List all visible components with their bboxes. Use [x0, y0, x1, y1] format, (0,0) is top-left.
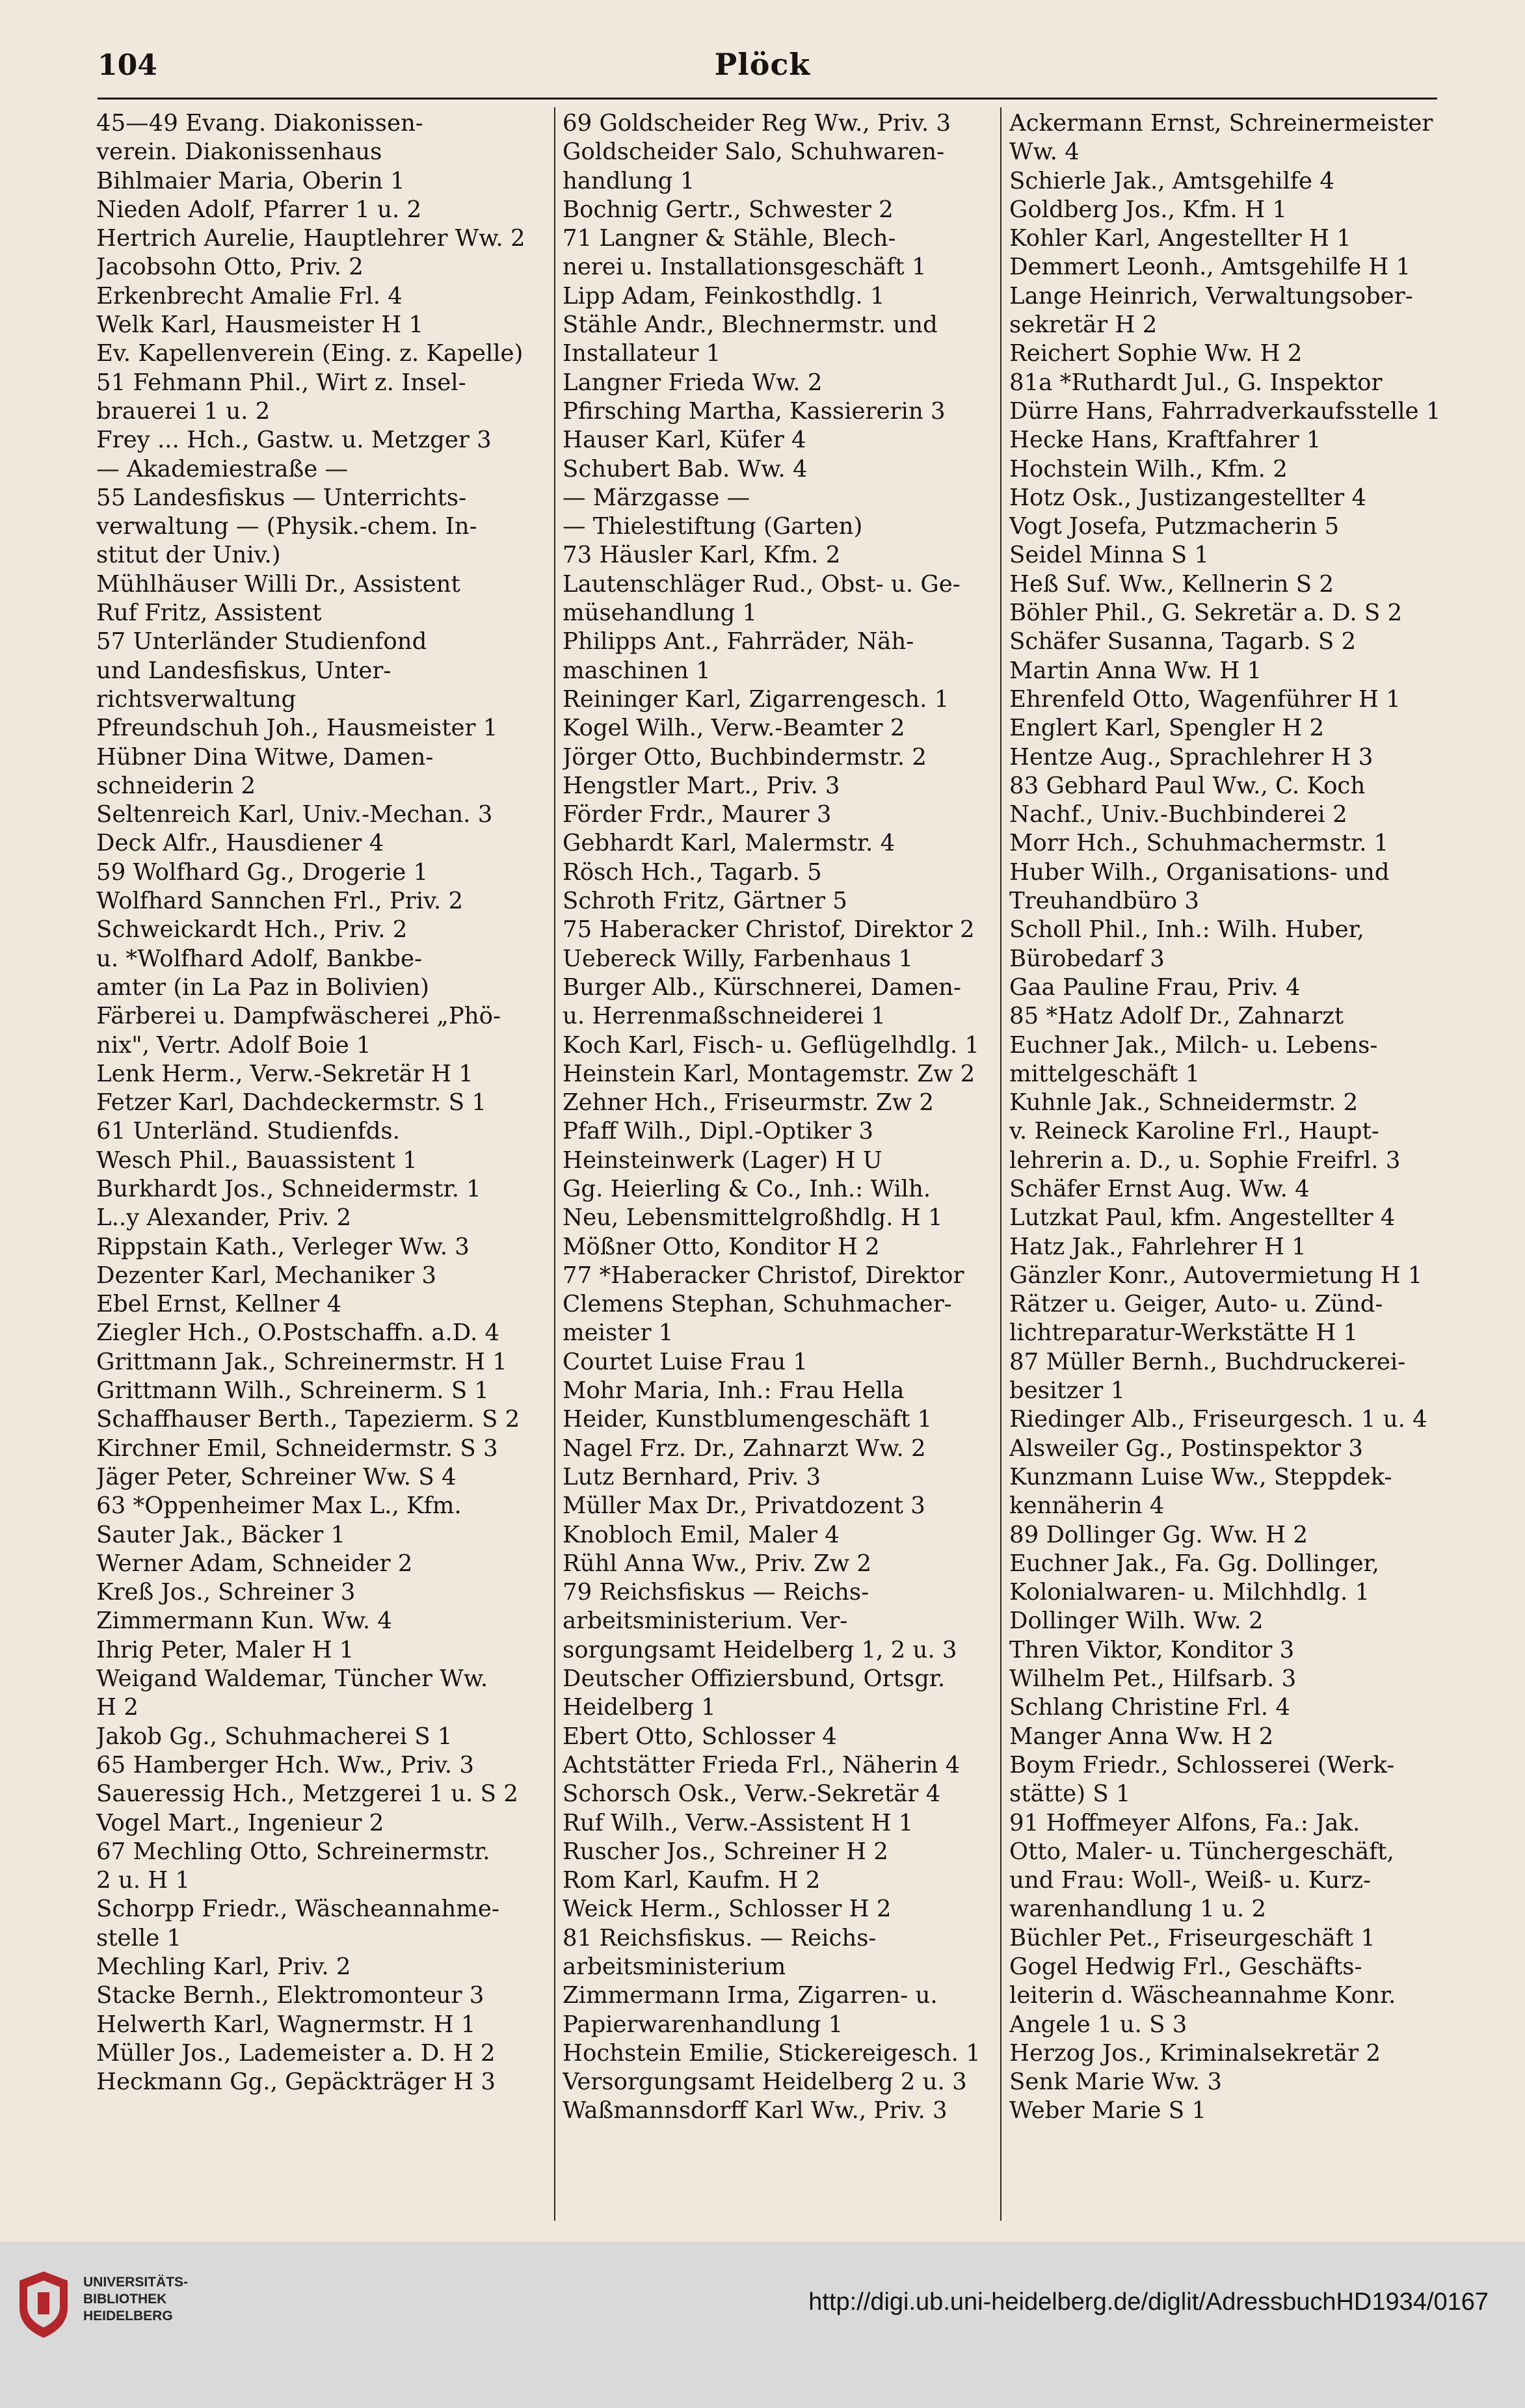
directory-entry-line: 75 Haberacker Christof, Direktor 2 — [563, 916, 975, 944]
directory-entry-line: Ebert Otto, Schlosser 4 — [563, 1723, 837, 1750]
directory-entry-line: schneiderin 2 — [96, 772, 256, 799]
directory-entry-line: H 2 — [96, 1694, 139, 1721]
directory-entry-line: Nagel Frz. Dr., Zahnarzt Ww. 2 — [563, 1435, 926, 1462]
directory-entry-line: Zimmermann Irma, Zigarren- u. — [563, 1982, 938, 2009]
directory-entry-line: 85 *Hatz Adolf Dr., Zahnarzt — [1009, 1003, 1344, 1030]
directory-entry-line: Herzog Jos., Kriminalsekretär 2 — [1009, 2039, 1381, 2067]
directory-entry-line: Wolfhard Sannchen Frl., Priv. 2 — [96, 888, 464, 915]
library-name-line: UNIVERSITÄTS- — [83, 2275, 189, 2290]
directory-entry-line: Ruscher Jos., Schreiner H 2 — [563, 1838, 888, 1865]
directory-entry-line: — Märzgasse — — [563, 484, 750, 511]
directory-entry-line: Scholl Phil., Inh.: Wilh. Huber, — [1009, 916, 1364, 944]
directory-entry-line: Heider, Kunstblumengeschäft 1 — [563, 1406, 933, 1433]
directory-entry-line: Schierle Jak., Amtsgehilfe 4 — [1009, 167, 1334, 194]
directory-entry-line: Boym Friedr., Schlosserei (Werk- — [1009, 1751, 1395, 1779]
directory-entry-line: stitut der Univ.) — [96, 542, 281, 569]
directory-entry-line: 71 Langner & Stähle, Blech- — [563, 225, 896, 252]
directory-entry-line: Nachf., Univ.-Buchbinderei 2 — [1009, 801, 1347, 828]
directory-entry-line: stätte) S 1 — [1009, 1780, 1131, 1808]
directory-entry-line: 81 Reichsfiskus. — Reichs- — [563, 1924, 877, 1952]
directory-entry-line: Jakob Gg., Schuhmacherei S 1 — [96, 1723, 453, 1750]
directory-entry-line: Waßmannsdorff Karl Ww., Priv. 3 — [563, 2097, 948, 2124]
directory-entry-line: Ehrenfeld Otto, Wagenführer H 1 — [1009, 685, 1401, 713]
directory-entry-line: Hauser Karl, Küfer 4 — [563, 427, 806, 454]
directory-entry-line: 51 Fehmann Phil., Wirt z. Insel- — [96, 369, 466, 396]
directory-entry-line: Weigand Waldemar, Tüncher Ww. — [96, 1665, 488, 1693]
directory-entry-line: Zehner Hch., Friseurmstr. Zw 2 — [563, 1089, 934, 1117]
directory-entry-line: Goldscheider Salo, Schuhwaren- — [563, 139, 945, 166]
directory-entry-line: L..y Alexander, Priv. 2 — [96, 1204, 352, 1232]
directory-entry-line: — Thielestiftung (Garten) — [563, 513, 863, 540]
page-number: 104 — [98, 49, 157, 82]
directory-entry-line: verwaltung — (Physik.-chem. In- — [96, 513, 477, 540]
directory-entry-line: handlung 1 — [563, 167, 695, 194]
directory-entry-line: Schorsch Osk., Verw.-Sekretär 4 — [563, 1780, 941, 1808]
directory-entry-line: Langner Frieda Ww. 2 — [563, 369, 823, 396]
directory-entry-line: Demmert Leonh., Amtsgehilfe H 1 — [1009, 254, 1411, 281]
directory-entry-line: 83 Gebhard Paul Ww., C. Koch — [1009, 772, 1366, 799]
directory-entry-line: 89 Dollinger Gg. Ww. H 2 — [1009, 1521, 1308, 1548]
directory-entry-line: 61 Unterländ. Studienfds. — [96, 1118, 400, 1145]
directory-entry-line: Lenk Herm., Verw.-Sekretär H 1 — [96, 1060, 473, 1087]
directory-entry-line: müsehandlung 1 — [563, 600, 758, 627]
directory-entry-line: 87 Müller Bernh., Buchdruckerei- — [1009, 1348, 1406, 1375]
directory-entry-line: v. Reineck Karoline Frl., Haupt- — [1009, 1118, 1379, 1145]
directory-entry-line: nerei u. Installationsgeschäft 1 — [563, 254, 927, 281]
directory-entry-line: Fetzer Karl, Dachdeckermstr. S 1 — [96, 1089, 486, 1117]
column-2 — [563, 109, 1005, 2216]
directory-entry-line: Helwerth Karl, Wagnermstr. H 1 — [96, 2011, 476, 2038]
directory-entry-line: Dezenter Karl, Mechaniker 3 — [96, 1262, 437, 1289]
directory-entry-line: Frey ... Hch., Gastw. u. Metzger 3 — [96, 427, 492, 454]
directory-entry-line: nix", Vertr. Adolf Boie 1 — [96, 1031, 371, 1059]
directory-entry-line: Rühl Anna Ww., Priv. Zw 2 — [563, 1550, 871, 1577]
directory-entry-line: Uebereck Willy, Farbenhaus 1 — [563, 945, 914, 972]
directory-entry-line: Hochstein Wilh., Kfm. 2 — [1009, 455, 1288, 483]
directory-entry-line: Kirchner Emil, Schneidermstr. S 3 — [96, 1435, 498, 1462]
directory-entry-line: Bochnig Gertr., Schwester 2 — [563, 196, 894, 223]
directory-entry-line: besitzer 1 — [1009, 1377, 1126, 1405]
directory-entry-line: Hecke Hans, Kraftfahrer 1 — [1009, 427, 1321, 454]
directory-entry-line: verein. Diakonissenhaus — [96, 139, 382, 166]
directory-entry-line: sekretär H 2 — [1009, 311, 1158, 339]
directory-entry-line: Kohler Karl, Angestellter H 1 — [1009, 225, 1351, 252]
directory-entry-line: Knobloch Emil, Maler 4 — [563, 1521, 840, 1548]
directory-entry-line: Schroth Fritz, Gärtner 5 — [563, 888, 847, 915]
directory-entry-line: Rösch Hch., Tagarb. 5 — [563, 858, 822, 886]
directory-entry-line: Treuhandbüro 3 — [1009, 888, 1199, 915]
directory-entry-line: Erkenbrecht Amalie Frl. 4 — [96, 282, 403, 310]
directory-entry-line: Saueressig Hch., Metzgerei 1 u. S 2 — [96, 1780, 518, 1808]
directory-entry-line: Wilhelm Pet., Hilfsarb. 3 — [1009, 1665, 1297, 1693]
directory-entry-line: Ebel Ernst, Kellner 4 — [96, 1291, 342, 1318]
directory-entry-line: 57 Unterländer Studienfond — [96, 628, 427, 655]
source-url-link[interactable]: http://digi.ub.uni-heidelberg.de/diglit/AdressbuchHD1934/0167 — [808, 2288, 1489, 2316]
directory-entry-line: lichtreparatur-Werkstätte H 1 — [1009, 1319, 1359, 1347]
directory-entry-line: arbeitsministerium. Ver- — [563, 1608, 848, 1635]
directory-entry-line: Ackermann Ernst, Schreinermeister — [1009, 110, 1433, 137]
directory-entry-line: Wesch Phil., Bauassistent 1 — [96, 1146, 418, 1174]
directory-entry-line: Gebhardt Karl, Malermstr. 4 — [563, 830, 895, 857]
directory-entry-line: Gogel Hedwig Frl., Geschäfts- — [1009, 1953, 1362, 1980]
directory-entry-line: Schlang Christine Frl. 4 — [1009, 1694, 1290, 1721]
directory-entry-line: Jörger Otto, Buchbindermstr. 2 — [563, 743, 927, 771]
column-3 — [1009, 109, 1452, 2216]
directory-entry-line: Weber Marie S 1 — [1009, 2097, 1206, 2124]
directory-entry-line: Pfreundschuh Joh., Hausmeister 1 — [96, 715, 498, 742]
directory-entry-line: Ruf Fritz, Assistent — [96, 600, 322, 627]
directory-entry-line: Hertrich Aurelie, Hauptlehrer Ww. 2 — [96, 225, 525, 252]
directory-entry-line: Englert Karl, Spengler H 2 — [1009, 715, 1325, 742]
library-name — [83, 2274, 188, 2325]
directory-entry-line: Müller Jos., Lademeister a. D. H 2 — [96, 2039, 496, 2067]
directory-entry-line: Mechling Karl, Priv. 2 — [96, 1953, 351, 1980]
directory-entry-line: Versorgungsamt Heidelberg 2 u. 3 — [563, 2069, 967, 2096]
directory-entry-line: Stacke Bernh., Elektromonteur 3 — [96, 1982, 484, 2009]
directory-entry-line: Rippstain Kath., Verleger Ww. 3 — [96, 1233, 470, 1260]
directory-entry-line: Grittmann Jak., Schreinermstr. H 1 — [96, 1348, 507, 1375]
directory-entry-line: Rätzer u. Geiger, Auto- u. Zünd- — [1009, 1291, 1383, 1318]
directory-entry-line: Müller Max Dr., Privatdozent 3 — [563, 1492, 925, 1520]
directory-entry-line: Koch Karl, Fisch- u. Geflügelhdlg. 1 — [563, 1031, 980, 1059]
directory-entry-line: Neu, Lebensmittelgroßhdlg. H 1 — [563, 1204, 943, 1232]
directory-entry-line: Färberei u. Dampfwäscherei „Phö- — [96, 1003, 501, 1030]
directory-entry-line: Kolonialwaren- u. Milchhdlg. 1 — [1009, 1579, 1370, 1606]
directory-entry-line: Förder Frdr., Maurer 3 — [563, 801, 832, 828]
directory-entry-line: 81a *Ruthardt Jul., G. Inspektor — [1009, 369, 1383, 396]
directory-entry-line: 55 Landesfiskus — Unterrichts- — [96, 484, 467, 511]
directory-entry-line: Schaffhauser Berth., Tapezierm. S 2 — [96, 1406, 520, 1433]
directory-entry-line: Schäfer Ernst Aug. Ww. 4 — [1009, 1175, 1310, 1202]
directory-entry-line: Hentze Aug., Sprachlehrer H 3 — [1009, 743, 1373, 771]
directory-entry-line: Hübner Dina Witwe, Damen- — [96, 743, 434, 771]
directory-entry-line: Ev. Kapellenverein (Eing. z. Kapelle) — [96, 340, 524, 367]
directory-entry-line: Dürre Hans, Fahrradverkaufsstelle 1 — [1009, 397, 1441, 425]
directory-entry-line: 63 *Oppenheimer Max L., Kfm. — [96, 1492, 462, 1520]
directory-entry-line: Huber Wilh., Organisations- und — [1009, 858, 1390, 886]
directory-entry-line: Lutzkat Paul, kfm. Angestellter 4 — [1009, 1204, 1396, 1232]
directory-entry-line: Otto, Maler- u. Tünchergeschäft, — [1009, 1838, 1394, 1865]
directory-entry-line: Bürobedarf 3 — [1009, 945, 1165, 972]
directory-entry-line: Ruf Wilh., Verw.-Assistent H 1 — [563, 1809, 914, 1836]
directory-entry-line: Pfaff Wilh., Dipl.-Optiker 3 — [563, 1118, 873, 1145]
directory-entry-line: meister 1 — [563, 1319, 674, 1347]
directory-entry-line: Kuhnle Jak., Schneidermstr. 2 — [1009, 1089, 1359, 1117]
directory-entry-line: Seltenreich Karl, Univ.-Mechan. 3 — [96, 801, 493, 828]
directory-entry-line: Heß Suf. Ww., Kellnerin S 2 — [1009, 570, 1334, 598]
directory-entry-line: 2 u. H 1 — [96, 1867, 191, 1894]
directory-entry-line: Deutscher Offiziersbund, Ortsgr. — [563, 1665, 946, 1693]
directory-entry-line: richtsverwaltung — [96, 685, 297, 713]
directory-entry-line: 77 *Haberacker Christof, Direktor — [563, 1262, 964, 1289]
directory-entry-line: mittelgeschäft 1 — [1009, 1060, 1200, 1087]
directory-entry-line: maschinen 1 — [563, 657, 711, 684]
directory-entry-line: Büchler Pet., Friseurgeschäft 1 — [1009, 1924, 1375, 1952]
directory-entry-line: Morr Hch., Schuhmachermstr. 1 — [1009, 830, 1389, 857]
library-name-line: HEIDELBERG — [83, 2309, 173, 2323]
directory-entry-line: Alsweiler Gg., Postinspektor 3 — [1009, 1435, 1363, 1462]
directory-entry-line: Lautenschläger Rud., Obst- u. Ge- — [563, 570, 961, 598]
directory-entry-line: Schorpp Friedr., Wäscheannahme- — [96, 1896, 499, 1923]
directory-entry-line: brauerei 1 u. 2 — [96, 397, 271, 425]
directory-entry-line: Bihlmaier Maria, Oberin 1 — [96, 167, 405, 194]
directory-entry-line: — Akademiestraße — — [96, 455, 348, 483]
directory-entry-line: Papierwarenhandlung 1 — [563, 2011, 843, 2038]
directory-entry-line: Kogel Wilh., Verw.-Beamter 2 — [563, 715, 905, 742]
directory-entry-line: Weick Herm., Schlosser H 2 — [563, 1896, 892, 1923]
directory-entry-line: 65 Hamberger Hch. Ww., Priv. 3 — [96, 1751, 474, 1779]
directory-entry-line: Vogel Mart., Ingenieur 2 — [96, 1809, 384, 1836]
column-divider — [554, 107, 555, 2221]
column-1 — [96, 109, 538, 2216]
directory-entry-line: Mößner Otto, Konditor H 2 — [563, 1233, 880, 1260]
directory-entry-line: lehrerin a. D., u. Sophie Freifrl. 3 — [1009, 1146, 1401, 1174]
column-divider — [1000, 107, 1001, 2221]
directory-entry-line: Heckmann Gg., Gepäckträger H 3 — [96, 2069, 496, 2096]
directory-entry-line: kennäherin 4 — [1009, 1492, 1165, 1520]
directory-entry-line: Schweickardt Hch., Priv. 2 — [96, 916, 408, 944]
directory-entry-line: Reichert Sophie Ww. H 2 — [1009, 340, 1303, 367]
directory-entry-line: Thren Viktor, Konditor 3 — [1009, 1636, 1295, 1663]
directory-entry-line: Goldberg Jos., Kfm. H 1 — [1009, 196, 1287, 223]
directory-entry-line: Vogt Josefa, Putzmacherin 5 — [1009, 513, 1340, 540]
directory-entry-line: Gg. Heierling & Co., Inh.: Wilh. — [563, 1175, 931, 1202]
directory-entry-line: Lange Heinrich, Verwaltungsober- — [1009, 282, 1413, 310]
directory-entry-line: Pfirsching Martha, Kassiererin 3 — [563, 397, 946, 425]
directory-entry-line: Sauter Jak., Bäcker 1 — [96, 1521, 346, 1548]
directory-entry-line: Mohr Maria, Inh.: Frau Hella — [563, 1377, 905, 1405]
directory-entry-line: Reininger Karl, Zigarrengesch. 1 — [563, 685, 949, 713]
directory-entry-line: stelle 1 — [96, 1924, 182, 1952]
directory-entry-line: leiterin d. Wäscheannahme Konr. — [1009, 1982, 1396, 2009]
directory-entry-line: 79 Reichsfiskus — Reichs- — [563, 1579, 869, 1606]
directory-entry-line: Hotz Osk., Justizangestellter 4 — [1009, 484, 1366, 511]
directory-entry-line: Welk Karl, Hausmeister H 1 — [96, 311, 424, 339]
directory-entry-line: Gaa Pauline Frau, Priv. 4 — [1009, 973, 1301, 1001]
directory-entry-line: Installateur 1 — [563, 340, 721, 367]
footer-bar — [0, 2242, 1525, 2408]
directory-entry-line: 67 Mechling Otto, Schreinermstr. — [96, 1838, 490, 1865]
directory-entry-line: Werner Adam, Schneider 2 — [96, 1550, 413, 1577]
directory-entry-line: Stähle Andr., Blechnermstr. und — [563, 311, 938, 339]
directory-entry-line: Riedinger Alb., Friseurgesch. 1 u. 4 — [1009, 1406, 1427, 1433]
directory-entry-line: Manger Anna Ww. H 2 — [1009, 1723, 1274, 1750]
university-library-logo-icon — [14, 2269, 73, 2340]
directory-entry-line: Zimmermann Kun. Ww. 4 — [96, 1608, 393, 1635]
directory-entry-line: sorgungsamt Heidelberg 1, 2 u. 3 — [563, 1636, 957, 1663]
directory-entry-line: Ihrig Peter, Maler H 1 — [96, 1636, 354, 1663]
directory-entry-line: 45—49 Evang. Diakonissen- — [96, 110, 423, 137]
directory-entry-line: 59 Wolfhard Gg., Drogerie 1 — [96, 858, 429, 886]
directory-entry-line: Philipps Ant., Fahrräder, Näh- — [563, 628, 914, 655]
directory-entry-line: Ww. 4 — [1009, 139, 1080, 166]
directory-entry-line: 73 Häusler Karl, Kfm. 2 — [563, 542, 841, 569]
directory-entry-line: amter (in La Paz in Bolivien) — [96, 973, 429, 1001]
directory-entry-line: Schäfer Susanna, Tagarb. S 2 — [1009, 628, 1357, 655]
header-rule — [98, 98, 1437, 99]
directory-entry-line: Heinsteinwerk (Lager) H U — [563, 1146, 882, 1174]
directory-entry-line: u. *Wolfhard Adolf, Bankbe- — [96, 945, 423, 972]
directory-entry-line: Mühlhäuser Willi Dr., Assistent — [96, 570, 460, 598]
directory-entry-line: Angele 1 u. S 3 — [1009, 2011, 1187, 2038]
library-name-line: BIBLIOTHEK — [83, 2292, 167, 2307]
running-head: Plöck — [714, 47, 811, 82]
directory-entry-line: 91 Hoffmeyer Alfons, Fa.: Jak. — [1009, 1809, 1360, 1836]
directory-entry-line: Böhler Phil., G. Sekretär a. D. S 2 — [1009, 600, 1403, 627]
directory-entry-line: Dollinger Wilh. Ww. 2 — [1009, 1608, 1264, 1635]
directory-entry-line: Kreß Jos., Schreiner 3 — [96, 1579, 356, 1606]
directory-entry-line: Kunzmann Luise Ww., Steppdek- — [1009, 1463, 1392, 1490]
directory-entry-line: Martin Anna Ww. H 1 — [1009, 657, 1262, 684]
directory-entry-line: Burger Alb., Kürschnerei, Damen- — [563, 973, 961, 1001]
directory-entry-line: arbeitsministerium — [563, 1953, 786, 1980]
directory-entry-line: und Landesfiskus, Unter- — [96, 657, 391, 684]
directory-entry-line: Seidel Minna S 1 — [1009, 542, 1210, 569]
directory-entry-line: Courtet Luise Frau 1 — [563, 1348, 808, 1375]
directory-entry-line: warenhandlung 1 u. 2 — [1009, 1896, 1266, 1923]
directory-entry-line: Lutz Bernhard, Priv. 3 — [563, 1463, 821, 1490]
directory-entry-line: Deck Alfr., Hausdiener 4 — [96, 830, 384, 857]
directory-entry-line: Hochstein Emilie, Stickereigesch. 1 — [563, 2039, 981, 2067]
directory-entry-line: Rom Karl, Kaufm. H 2 — [563, 1867, 821, 1894]
directory-entry-line: Ziegler Hch., O.Postschaffn. a.D. 4 — [96, 1319, 500, 1347]
directory-entry-line: Gänzler Konr., Autovermietung H 1 — [1009, 1262, 1423, 1289]
directory-entry-line: 69 Goldscheider Reg Ww., Priv. 3 — [563, 110, 951, 137]
directory-entry-line: Euchner Jak., Fa. Gg. Dollinger, — [1009, 1550, 1379, 1577]
directory-entry-line: Euchner Jak., Milch- u. Lebens- — [1009, 1031, 1378, 1059]
directory-entry-line: Hengstler Mart., Priv. 3 — [563, 772, 840, 799]
directory-entry-line: Burkhardt Jos., Schneidermstr. 1 — [96, 1175, 481, 1202]
directory-entry-line: Schubert Bab. Ww. 4 — [563, 455, 808, 483]
directory-entry-line: Achtstätter Frieda Frl., Näherin 4 — [563, 1751, 961, 1779]
directory-entry-line: Heinstein Karl, Montagemstr. Zw 2 — [563, 1060, 975, 1087]
directory-entry-line: Jäger Peter, Schreiner Ww. S 4 — [96, 1463, 457, 1490]
directory-entry-line: Senk Marie Ww. 3 — [1009, 2069, 1222, 2096]
directory-entry-line: und Frau: Woll-, Weiß- u. Kurz- — [1009, 1867, 1371, 1894]
directory-entry-line: Clemens Stephan, Schuhmacher- — [563, 1291, 952, 1318]
directory-entry-line: Heidelberg 1 — [563, 1694, 716, 1721]
directory-entry-line: Grittmann Wilh., Schreinerm. S 1 — [96, 1377, 490, 1405]
directory-entry-line: Nieden Adolf, Pfarrer 1 u. 2 — [96, 196, 422, 223]
directory-entry-line: u. Herrenmaßschneiderei 1 — [563, 1003, 886, 1030]
directory-entry-line: Jacobsohn Otto, Priv. 2 — [96, 254, 364, 281]
directory-entry-line: Hatz Jak., Fahrlehrer H 1 — [1009, 1233, 1306, 1260]
directory-entry-line: Lipp Adam, Feinkosthdlg. 1 — [563, 282, 885, 310]
